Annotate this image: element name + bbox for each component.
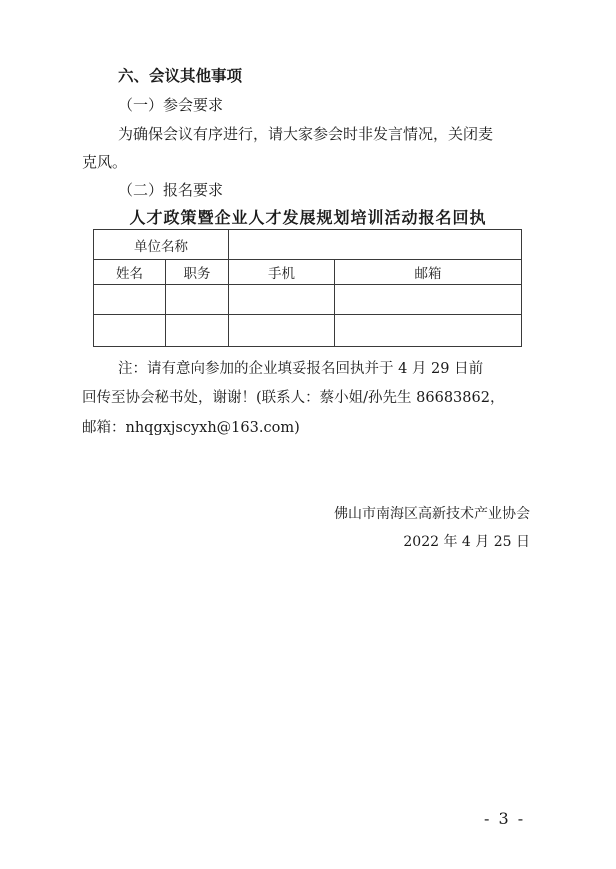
attendance-text-line-2: 克风。	[82, 153, 128, 171]
registration-form-title: 人才政策暨企业人才发展规划培训活动报名回执	[129, 208, 487, 227]
note-line-2: 回传至协会秘书处，谢谢！(联系人：蔡小姐/孙先生 86683862，	[82, 390, 505, 406]
attendance-text-line-1: 为确保会议有序进行，请大家参会时非发言情况，关闭麦	[118, 125, 494, 143]
unit-name-field[interactable]	[229, 230, 522, 260]
column-header-name: 姓名	[94, 260, 166, 285]
table-header-row	[94, 260, 522, 285]
signature-date: 2022 年 4 月 25 日	[403, 534, 530, 550]
subsection-heading-attendance: （一）参会要求	[118, 96, 224, 114]
registration-form-table	[93, 229, 522, 347]
phone-cell[interactable]	[229, 315, 335, 347]
page-number: - 3 -	[484, 809, 526, 828]
note-line-3: 邮箱：nhqgxjscyxh@163.com)	[82, 420, 300, 436]
signature-organization: 佛山市南海区高新技术产业协会	[334, 506, 530, 522]
email-cell[interactable]	[335, 285, 522, 315]
column-header-email: 邮箱	[335, 260, 522, 285]
note-line-1: 注：请有意向参加的企业填妥报名回执并于 4 月 29 日前	[118, 361, 484, 377]
position-cell[interactable]	[166, 285, 229, 315]
phone-cell[interactable]	[229, 285, 335, 315]
email-cell[interactable]	[335, 315, 522, 347]
position-cell[interactable]	[166, 315, 229, 347]
column-header-phone: 手机	[229, 260, 335, 285]
name-cell[interactable]	[94, 285, 166, 315]
unit-name-label: 单位名称	[94, 230, 229, 260]
section-heading: 六、会议其他事项	[118, 66, 243, 85]
subsection-heading-registration: （二）报名要求	[118, 181, 224, 199]
table-row	[94, 315, 522, 347]
column-header-position: 职务	[166, 260, 229, 285]
table-row	[94, 285, 522, 315]
table-row	[94, 230, 522, 260]
name-cell[interactable]	[94, 315, 166, 347]
